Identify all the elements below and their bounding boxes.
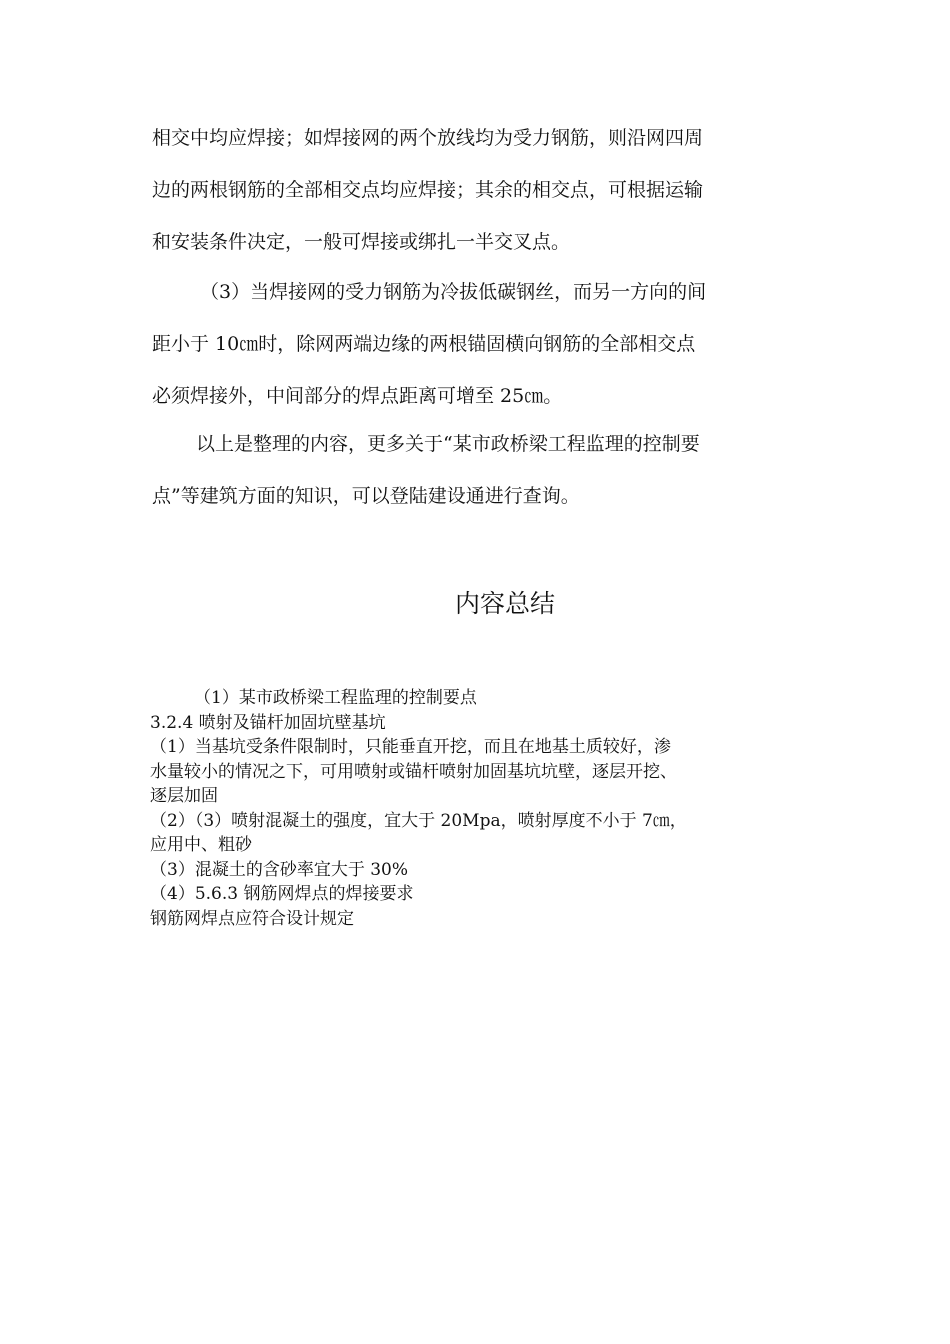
summary-line: 水量较小的情况之下，可用喷射或锚杆喷射加固基坑坑壁，逐层开挖、: [150, 761, 677, 782]
body-paragraph: [152, 418, 802, 522]
summary-block: [150, 686, 810, 931]
summary-line: 应用中、粗砂: [150, 835, 252, 855]
body-paragraph: [152, 266, 802, 422]
summary-title: 内容总结: [454, 589, 555, 618]
paragraph-line: 以上是整理的内容，更多关于“某市政桥梁工程监理的控制要: [196, 433, 700, 455]
paragraph-line: 相交中均应焊接；如焊接网的两个放线均为受力钢筋，则沿网四周: [152, 127, 704, 149]
summary-line: （2）（3）喷射混凝土的强度，宜大于 20Mpa，喷射厚度不小于 7㎝，: [150, 810, 687, 831]
summary-line: 钢筋网焊点应符合设计规定: [150, 908, 354, 929]
summary-line: （4）5.6.3 钢筋网焊点的焊接要求: [150, 884, 414, 904]
paragraph-line: 和安装条件决定，一般可焊接或绑扎一半交叉点。: [152, 231, 571, 253]
summary-line: （1）某市政桥梁工程监理的控制要点: [194, 688, 477, 708]
paragraph-line: 距小于 10㎝时，除网两端边缘的两根锚固横向钢筋的全部相交点: [152, 333, 696, 355]
summary-line: 3.2.4 喷射及锚杆加固坑壁基坑: [150, 712, 386, 733]
paragraph-line: 必须焊接外，中间部分的焊点距离可增至 25㎝。: [152, 385, 563, 407]
summary-line: 逐层加固: [150, 786, 218, 806]
paragraph-line: （3）当焊接网的受力钢筋为冷拔低碳钢丝，而另一方向的间: [200, 281, 707, 303]
body-paragraph: [152, 112, 802, 268]
paragraph-line: 点”等建筑方面的知识，可以登陆建设通进行查询。: [152, 485, 580, 507]
summary-line: （1）当基坑受条件限制时，只能垂直开挖，而且在地基土质较好，渗: [150, 737, 671, 757]
paragraph-line: 边的两根钢筋的全部相交点均应焊接；其余的相交点，可根据运输: [152, 179, 704, 201]
summary-line: （3）混凝土的含砂率宜大于 30%: [150, 859, 409, 880]
